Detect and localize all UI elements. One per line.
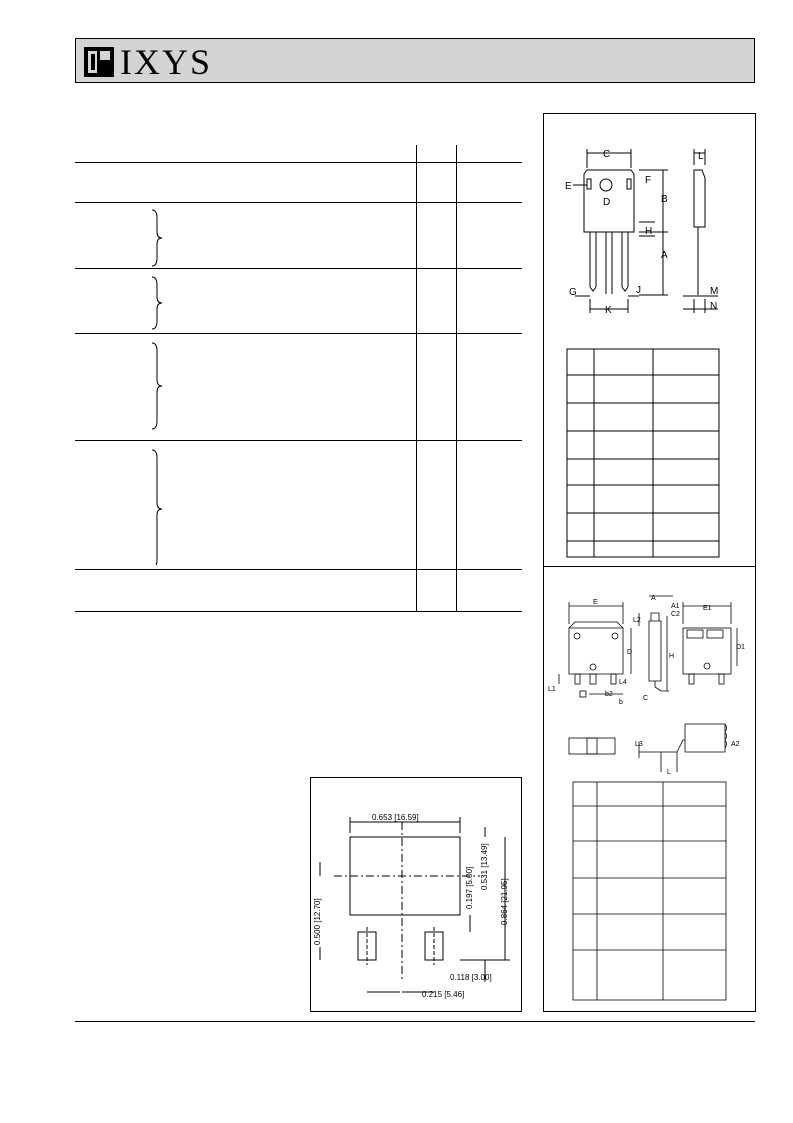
to247-dim-label: H <box>645 226 653 237</box>
to247-dim-label: A <box>661 250 668 261</box>
to268-dim-label: L3 <box>635 741 643 748</box>
to268-dim-label: A <box>651 595 656 602</box>
parameter-brackets <box>140 205 170 565</box>
to247-dim-label: F <box>645 175 652 186</box>
ixys-logo-icon <box>84 47 114 77</box>
footer-rule <box>75 1021 755 1022</box>
to268-dim-label: L1 <box>548 686 556 693</box>
to268-dim-label: D1 <box>736 644 745 651</box>
to268-dim-label: C2 <box>671 611 680 618</box>
to247-dim-label: N <box>710 301 718 312</box>
footprint-width-label: 0.653 [16.59] <box>372 813 419 822</box>
to268-dim-label: E <box>593 599 598 606</box>
footprint-lead-pitch-label: 0.215 [5.46] <box>422 990 465 999</box>
to268-dim-label: b <box>619 699 623 706</box>
header-bar <box>75 38 755 83</box>
to268-dim-label: L4 <box>619 679 627 686</box>
to247-dim-label: L <box>698 151 704 162</box>
to247-dim-label: J <box>636 285 641 296</box>
to268-dim-label: L <box>667 769 671 776</box>
to247-dim-label: G <box>569 287 577 298</box>
to247-dim-label: M <box>710 286 719 297</box>
to247-dim-label: B <box>661 194 668 205</box>
to268-dim-label: A1 <box>671 603 680 610</box>
to268-outline-drawing <box>543 566 756 1012</box>
to268-dim-label: C <box>643 695 649 702</box>
to268-dim-label: H <box>669 653 675 660</box>
to247-dim-label: D <box>603 197 611 208</box>
footprint-lead-height-label: 0.118 [3.00] <box>450 973 492 982</box>
to247-dim-label: E <box>565 181 572 192</box>
footprint-pad-gap-label: 0.197 [5.00] <box>465 866 474 909</box>
to268-dim-label: E1 <box>703 605 712 612</box>
footprint-drawing <box>310 777 522 1012</box>
to268-dim-label: D <box>627 649 633 656</box>
brand-name: IXYS <box>120 42 213 82</box>
to247-outline-drawing <box>543 113 756 567</box>
to268-dim-label: b2 <box>605 691 613 698</box>
to268-dim-label: A2 <box>731 741 740 748</box>
footprint-height-label: 0.500 [12.70] <box>313 898 322 945</box>
footprint-pad-height-label: 0.531 [13.49] <box>480 843 489 890</box>
to268-dim-label: L2 <box>633 617 641 624</box>
to247-dim-label: K <box>605 305 612 316</box>
to247-dim-label: C <box>603 149 611 160</box>
footprint-total-height-label: 0.864 [21.95] <box>500 878 509 925</box>
